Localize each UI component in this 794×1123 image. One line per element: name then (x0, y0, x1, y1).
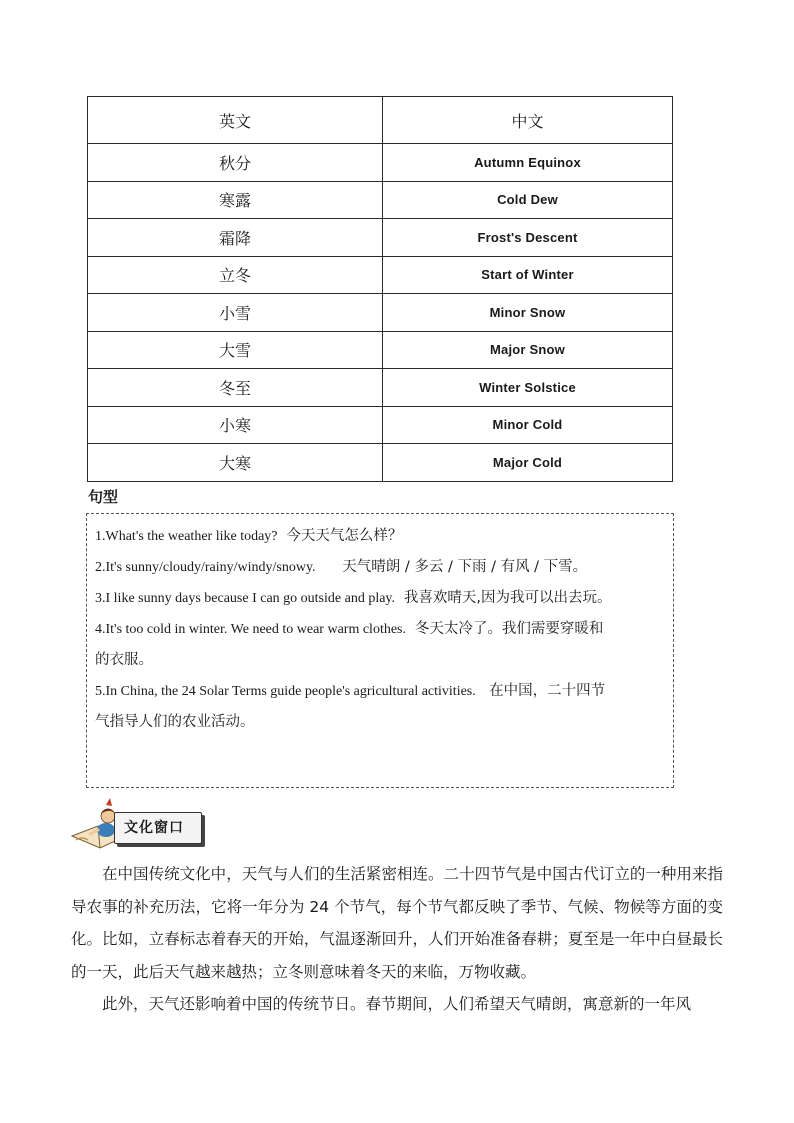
sentence-chinese: 今天天气怎么样？ (286, 528, 403, 544)
table-row (88, 294, 673, 332)
table-row (88, 256, 673, 294)
sentence-english: 4.It's too cold in winter. We need to wear warm clothes. (95, 622, 407, 637)
term-english: Cold Dew (383, 181, 673, 219)
sentence-chinese: 我喜欢晴天,因为我可以出去玩。 (403, 590, 612, 606)
term-chinese: 小雪 (88, 294, 383, 332)
sentence-2 (95, 557, 587, 578)
table-row (88, 144, 673, 182)
term-english: Major Cold (383, 444, 673, 482)
culture-text (71, 858, 723, 1021)
sentence-3 (95, 588, 612, 609)
culture-window-banner (68, 796, 204, 852)
term-english: Winter Solstice (383, 369, 673, 407)
sentence-5 (95, 681, 605, 702)
term-english: Frost's Descent (383, 219, 673, 257)
table-row (88, 181, 673, 219)
sentence-chinese: 天气晴朗 / 多云 / 下雨 / 有风 / 下雪。 (342, 559, 588, 575)
column-header-chinese: 中文 (383, 97, 673, 144)
term-english: Start of Winter (383, 256, 673, 294)
column-header-english: 英文 (88, 97, 383, 144)
table-row (88, 219, 673, 257)
sentence-patterns-heading: 句型 (88, 488, 119, 506)
sentence-english: 5.In China, the 24 Solar Terms guide people's agricultural activities. (95, 684, 476, 699)
sentence-chinese: 冬天太冷了。我们需要穿暖和 (414, 621, 604, 637)
table-row (88, 444, 673, 482)
term-chinese: 霜降 (88, 219, 383, 257)
culture-paragraph: 在中国传统文化中，天气与人们的生活紧密相连。二十四节气是中国古代订立的一种用来指导农事的补充历法，它将一年分为 24 个节气，每个节气都反映了季节、气候、物候等方面的变化。比如，立春标志着春天的开始，气温逐渐回升，人们开始准备春耕；夏至是一年中白昼最长的一天，此后天气越来越热；立冬则意味着冬天的来临，万物收藏。 (71, 865, 723, 981)
sentence-english: 1.What's the weather like today? (95, 529, 278, 544)
sentence-chinese: 在中国，二十四节 (489, 683, 606, 699)
sentence-4-continued (95, 650, 153, 670)
term-english: Minor Cold (383, 406, 673, 444)
term-chinese: 立冬 (88, 256, 383, 294)
sentence-patterns-box (86, 513, 674, 788)
sentence-1 (95, 526, 402, 547)
table-header-row (88, 97, 673, 144)
table-row (88, 369, 673, 407)
table-row (88, 406, 673, 444)
sentence-english: 2.It's sunny/cloudy/rainy/windy/snowy. (95, 560, 316, 575)
culture-paragraph: 此外，天气还影响着中国的传统节日。春节期间，人们希望天气晴朗，寓意新的一年风 (102, 995, 692, 1013)
term-english: Minor Snow (383, 294, 673, 332)
term-english: Major Snow (383, 331, 673, 369)
term-chinese: 寒露 (88, 181, 383, 219)
solar-terms-table (87, 96, 673, 482)
sentence-chinese: 气指导人们的农业活动。 (95, 714, 255, 730)
term-chinese: 小寒 (88, 406, 383, 444)
sentence-5-continued (95, 712, 255, 732)
culture-window-title: 文化窗口 (124, 820, 184, 836)
term-chinese: 大寒 (88, 444, 383, 482)
sentence-4 (95, 619, 603, 640)
sentence-chinese: 的衣服。 (95, 652, 153, 668)
term-chinese: 冬至 (88, 369, 383, 407)
table-row (88, 331, 673, 369)
term-chinese: 大雪 (88, 331, 383, 369)
sentence-english: 3.I like sunny days because I can go outside and play. (95, 591, 396, 606)
term-chinese: 秋分 (88, 144, 383, 182)
term-english: Autumn Equinox (383, 144, 673, 182)
